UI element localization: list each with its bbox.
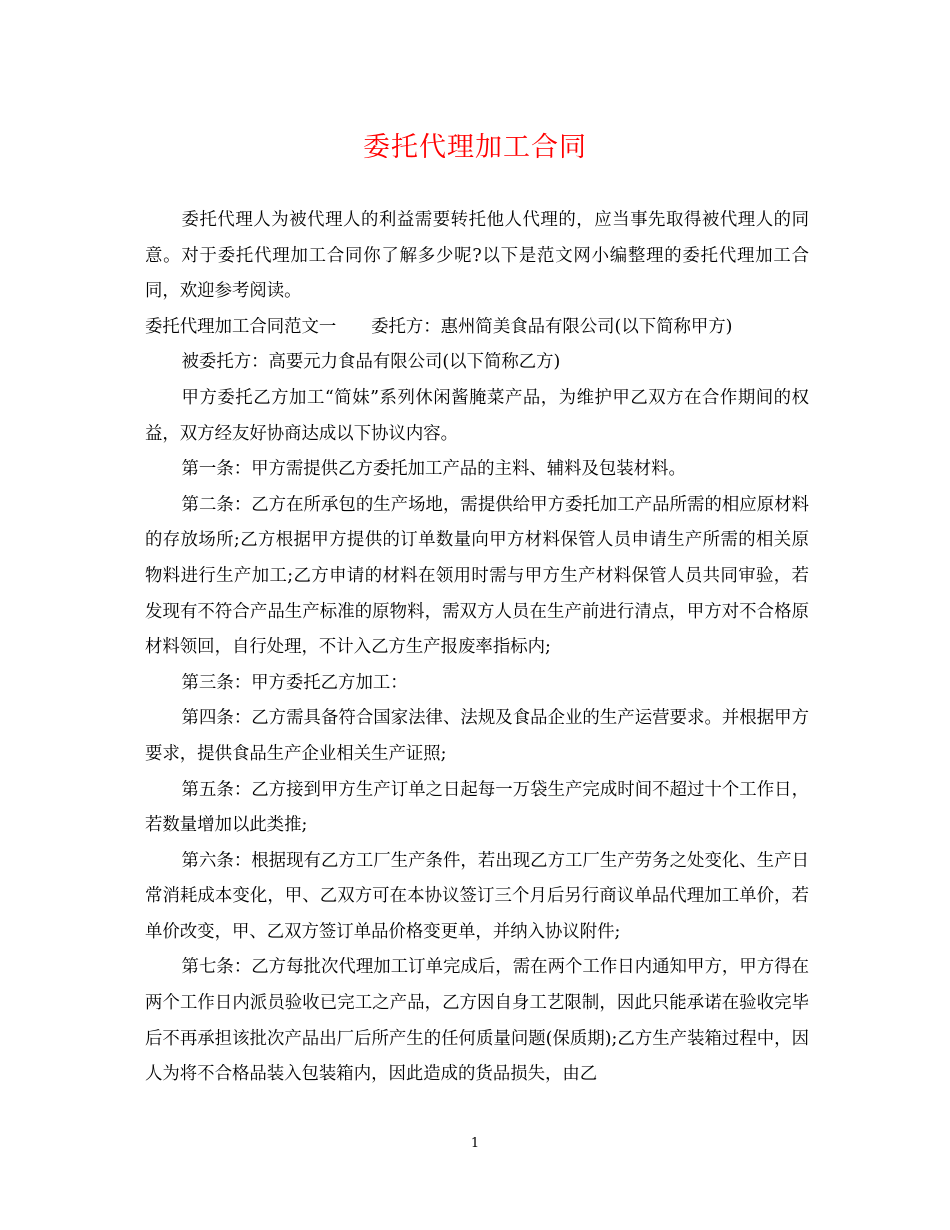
- document-title: 委托代理加工合同: [363, 132, 587, 163]
- intro-paragraph: 委托代理人为被代理人的利益需要转托他人代理的，应当事先取得被代理人的同意。对于委托代理加工合同你了解多少呢?以下是范文网小编整理的委托代理加工合同，欢迎参考阅读。: [145, 210, 809, 302]
- article-2-paragraph: 第二条：乙方在所承包的生产场地，需提供给甲方委托加工产品所需的相应原材料的存放场所;乙方根据甲方提供的订单数量向甲方材料保管人员申请生产所需的相关原物料进行生产加工;乙方申请的材料在领用时需与甲方生产材料保管人员共同审验，若发现有不符合产品生产标准的原物料，需双方人员在生产前进行清点，甲方对不合格原材料领回，自行处理，不计入乙方生产报废率指标内;: [145, 494, 809, 658]
- document-body: [145, 203, 809, 1093]
- article-4-paragraph: 第四条：乙方需具备符合国家法律、法规及食品企业的生产运营要求。并根据甲方要求，提供食品生产企业相关生产证照;: [145, 708, 809, 764]
- purpose-paragraph: 甲方委托乙方加工“简妹”系列休闲酱腌菜产品，为维护甲乙双方在合作期间的权益，双方经友好协商达成以下协议内容。: [145, 387, 809, 444]
- article-1-paragraph: 第一条：甲方需提供乙方委托加工产品的主料、辅料及包装材料。: [181, 459, 686, 480]
- article-6-paragraph: 第六条：根据现有乙方工厂生产条件，若出现乙方工厂生产劳务之处变化、生产日常消耗成本变化，甲、乙双方可在本协议签订三个月后另行商议单品代理加工单价，若单价改变，甲、乙双方签订单品价格变更单，并纳入协议附件;: [145, 850, 809, 942]
- contract-heading-paragraph: 委托代理加工合同范文一 委托方：惠州简美食品有限公司(以下简称甲方): [145, 316, 733, 337]
- article-7-paragraph: 第七条：乙方每批次代理加工订单完成后，需在两个工作日内通知甲方，甲方得在两个工作日内派员验收已完工之产品，乙方因自身工艺限制，因此只能承诺在验收完毕后不再承担该批次产品出厂后所产生的任何质量问题(保质期);乙方生产装箱过程中，因人为将不合格品装入包装箱内，因此造成的货品损失，由乙: [145, 957, 809, 1085]
- article-5-paragraph: 第五条：乙方接到甲方生产订单之日起每一万袋生产完成时间不超过十个工作日，若数量增加以此类推;: [145, 779, 809, 836]
- entrusted-party-paragraph: 被委托方：高要元力食品有限公司(以下简称乙方): [181, 352, 561, 373]
- article-3-paragraph: 第三条：甲方委托乙方加工：: [181, 672, 408, 693]
- page-number: 1: [470, 1136, 480, 1151]
